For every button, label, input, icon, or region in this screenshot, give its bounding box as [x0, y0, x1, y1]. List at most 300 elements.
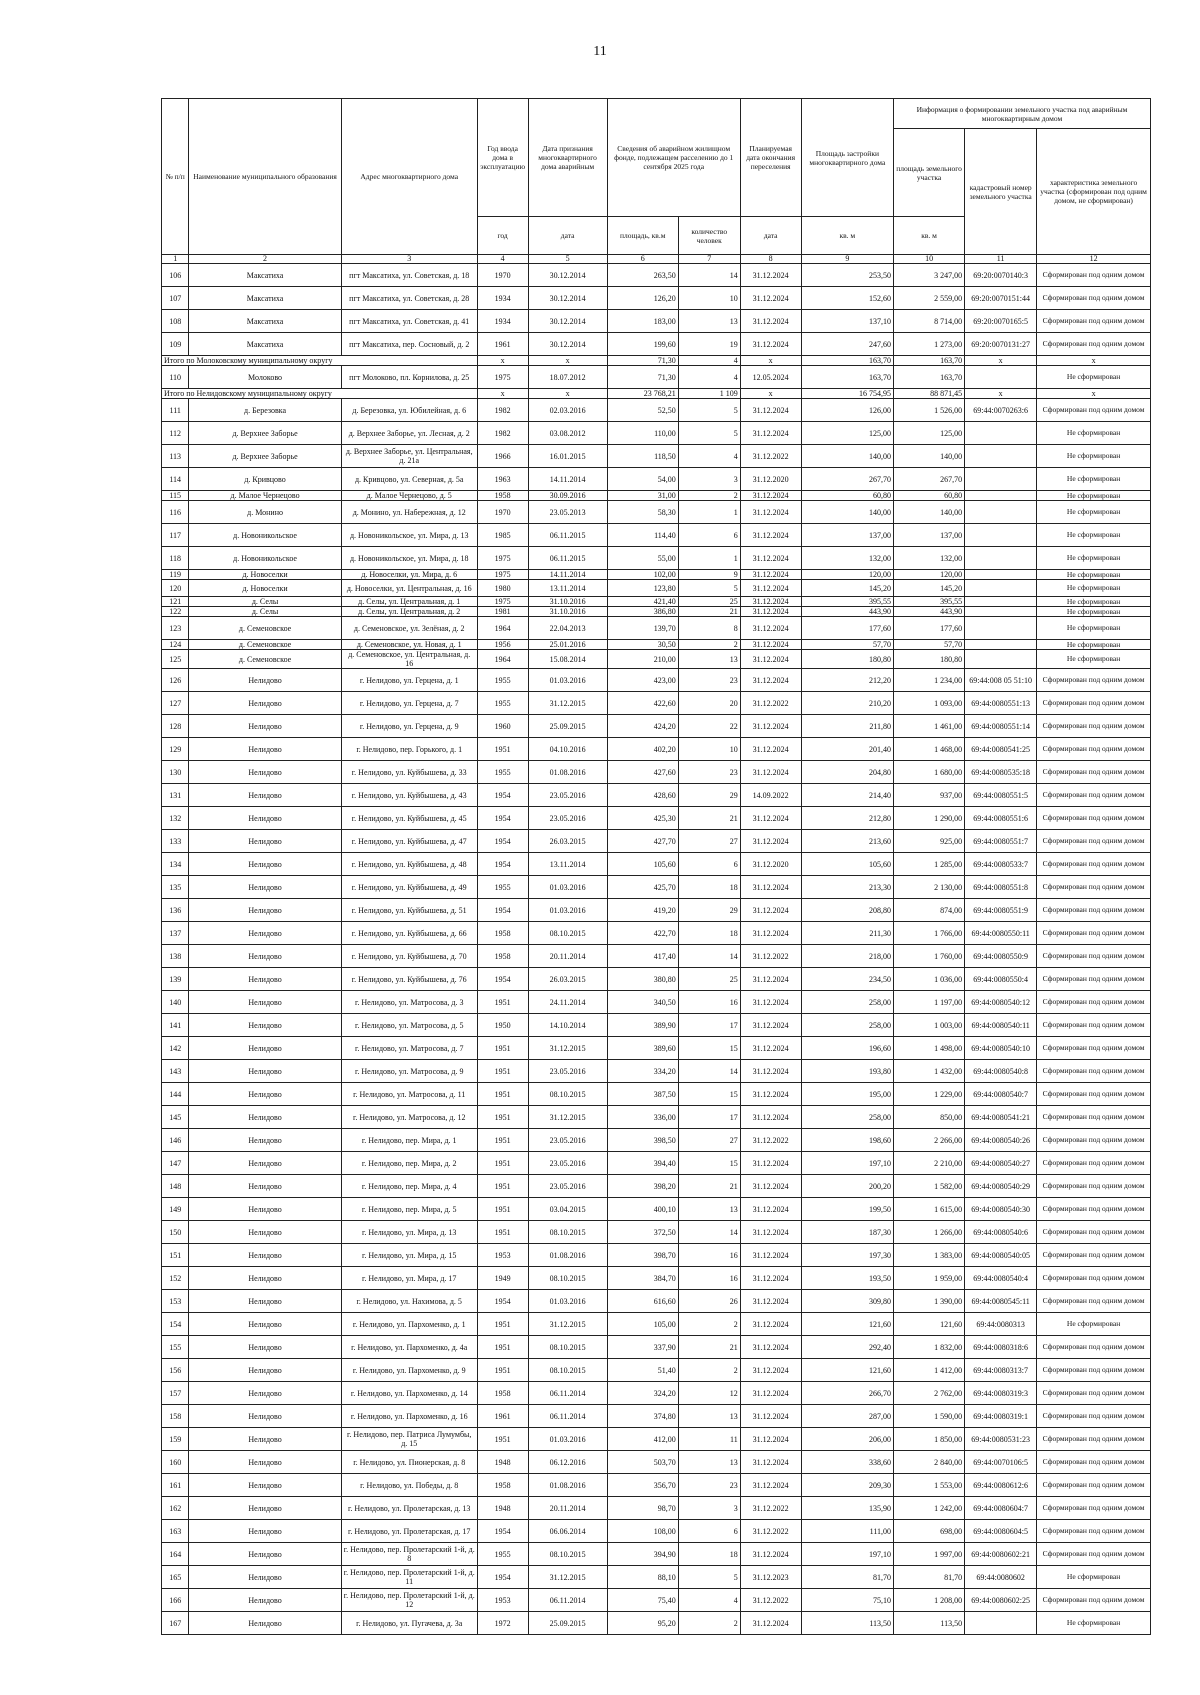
land-characteristic: Сформирован под одним домом: [1037, 1520, 1151, 1543]
recognition-date: 14.11.2014: [528, 570, 607, 580]
column-number: 6: [607, 255, 678, 264]
cadastral-number: 69:44:0080541:21: [965, 1106, 1037, 1129]
resident-count: 21: [678, 1336, 740, 1359]
emergency-area: 75,40: [607, 1589, 678, 1612]
planned-resettlement-date: 31.12.2024: [740, 1267, 801, 1290]
land-area: 2 210,00: [894, 1152, 965, 1175]
emergency-area: 400,10: [607, 1198, 678, 1221]
planned-resettlement-date: 31.12.2024: [740, 1198, 801, 1221]
house-address: г. Нелидово, ул. Пархоменко, д. 9: [341, 1359, 477, 1382]
built-area: 105,60: [801, 853, 893, 876]
commission-year: 1954: [477, 1290, 528, 1313]
house-address: г. Нелидово, ул. Герцена, д. 9: [341, 715, 477, 738]
built-area: 111,00: [801, 1520, 893, 1543]
land-area: 180,80: [894, 650, 965, 669]
cadastral-number: 69:44:0080551:6: [965, 807, 1037, 830]
municipality-name: Нелидово: [189, 1612, 341, 1635]
municipality-name: Нелидово: [189, 945, 341, 968]
planned-resettlement-date: 31.12.2022: [740, 445, 801, 468]
emergency-area: 263,50: [607, 264, 678, 287]
subtotal-cell: 71,30: [607, 356, 678, 366]
resident-count: 17: [678, 1106, 740, 1129]
row-number: 134: [162, 853, 189, 876]
recognition-date: 08.10.2015: [528, 922, 607, 945]
row-number: 161: [162, 1474, 189, 1497]
house-address: д. Семеновское, ул. Зелёная, д. 2: [341, 617, 477, 640]
commission-year: 1972: [477, 1612, 528, 1635]
table-row: [162, 580, 1151, 597]
row-number: 138: [162, 945, 189, 968]
municipality-name: Нелидово: [189, 1198, 341, 1221]
row-number: 145: [162, 1106, 189, 1129]
house-address: пгт Молоково, пл. Корнилова, д. 25: [341, 366, 477, 389]
emergency-area: 71,30: [607, 366, 678, 389]
table-row: [162, 853, 1151, 876]
house-address: г. Нелидово, пер. Пролетарский 1-й, д. 8: [341, 1543, 477, 1566]
emergency-area: 98,70: [607, 1497, 678, 1520]
cadastral-number: 69:44:0080540:05: [965, 1244, 1037, 1267]
house-address: г. Нелидово, ул. Мира, д. 13: [341, 1221, 477, 1244]
cadastral-number: 69:44:0080319:3: [965, 1382, 1037, 1405]
emergency-area: 394,90: [607, 1543, 678, 1566]
recognition-date: 23.05.2016: [528, 784, 607, 807]
commission-year: 1960: [477, 715, 528, 738]
table-row: [162, 570, 1151, 580]
land-characteristic: Не сформирован: [1037, 468, 1151, 491]
built-area: 234,50: [801, 968, 893, 991]
cadastral-number: [965, 524, 1037, 547]
table-row: [162, 1267, 1151, 1290]
commission-year: 1981: [477, 607, 528, 617]
emergency-area: 105,00: [607, 1313, 678, 1336]
table-row: [162, 922, 1151, 945]
land-area: 1 432,00: [894, 1060, 965, 1083]
built-area: 211,30: [801, 922, 893, 945]
built-area: 201,40: [801, 738, 893, 761]
house-address: г. Нелидово, пер. Мира, д. 1: [341, 1129, 477, 1152]
commission-year: 1955: [477, 692, 528, 715]
planned-resettlement-date: 31.12.2024: [740, 761, 801, 784]
planned-resettlement-date: 31.12.2020: [740, 853, 801, 876]
recognition-date: 31.12.2015: [528, 1106, 607, 1129]
table-row: [162, 310, 1151, 333]
house-address: д. Семеновское, ул. Центральная, д. 16: [341, 650, 477, 669]
page-number: 11: [593, 44, 607, 59]
built-area: 206,00: [801, 1428, 893, 1451]
planned-resettlement-date: 31.12.2024: [740, 1060, 801, 1083]
subtotal-cell: x: [477, 356, 528, 366]
house-address: г. Нелидово, ул. Победы, д. 8: [341, 1474, 477, 1497]
emergency-area: 210,00: [607, 650, 678, 669]
commission-year: 1954: [477, 807, 528, 830]
commission-year: 1982: [477, 399, 528, 422]
municipality-name: Нелидово: [189, 1474, 341, 1497]
table-row: [162, 1083, 1151, 1106]
resident-count: 14: [678, 264, 740, 287]
emergency-area: 199,60: [607, 333, 678, 356]
recognition-date: 30.12.2014: [528, 264, 607, 287]
land-area: 267,70: [894, 468, 965, 491]
subtotal-cell: 88 871,45: [894, 389, 965, 399]
emergency-area: 105,60: [607, 853, 678, 876]
municipality-name: д. Верхнее Заборье: [189, 422, 341, 445]
table-row: [162, 617, 1151, 640]
recognition-date: 18.07.2012: [528, 366, 607, 389]
column-number: 11: [965, 255, 1037, 264]
planned-resettlement-date: 31.12.2022: [740, 1497, 801, 1520]
built-area: 140,00: [801, 445, 893, 468]
resident-count: 6: [678, 853, 740, 876]
land-area: 1 390,00: [894, 1290, 965, 1313]
built-area: 395,55: [801, 597, 893, 607]
land-area: 1 461,00: [894, 715, 965, 738]
recognition-date: 06.11.2015: [528, 547, 607, 570]
house-address: г. Нелидово, пер. Мира, д. 5: [341, 1198, 477, 1221]
row-number: 123: [162, 617, 189, 640]
subtotal-cell: 163,70: [894, 356, 965, 366]
recognition-date: 31.12.2015: [528, 1566, 607, 1589]
land-area: 1 229,00: [894, 1083, 965, 1106]
built-area: 214,40: [801, 784, 893, 807]
cadastral-number: [965, 607, 1037, 617]
row-number: 108: [162, 310, 189, 333]
table-row: [162, 607, 1151, 617]
header-planned-date: Планируемая дата окончания переселения: [740, 99, 801, 217]
commission-year: 1954: [477, 1520, 528, 1543]
planned-resettlement-date: 31.12.2022: [740, 692, 801, 715]
built-area: 196,60: [801, 1037, 893, 1060]
house-address: г. Нелидово, ул. Герцена, д. 7: [341, 692, 477, 715]
table-row: [162, 1198, 1151, 1221]
land-characteristic: Не сформирован: [1037, 1566, 1151, 1589]
header-cadastral: кадастровый номер земельного участка: [965, 129, 1037, 255]
built-area: 121,60: [801, 1359, 893, 1382]
column-number: 8: [740, 255, 801, 264]
emergency-area: 425,70: [607, 876, 678, 899]
built-area: 197,10: [801, 1152, 893, 1175]
table-row: [162, 1589, 1151, 1612]
row-number: 164: [162, 1543, 189, 1566]
municipality-name: Нелидово: [189, 1152, 341, 1175]
land-characteristic: Не сформирован: [1037, 1313, 1151, 1336]
row-number: 163: [162, 1520, 189, 1543]
land-area: 145,20: [894, 580, 965, 597]
table-row: [162, 692, 1151, 715]
cadastral-number: [965, 617, 1037, 640]
municipality-name: Нелидово: [189, 1014, 341, 1037]
cadastral-number: [965, 491, 1037, 501]
recognition-date: 03.04.2015: [528, 1198, 607, 1221]
cadastral-number: 69:44:0080550:9: [965, 945, 1037, 968]
planned-resettlement-date: 31.12.2024: [740, 1543, 801, 1566]
built-area: 193,50: [801, 1267, 893, 1290]
table-row: [162, 1014, 1151, 1037]
commission-year: 1955: [477, 761, 528, 784]
subtotal-cell: x: [740, 389, 801, 399]
table-row: [162, 366, 1151, 389]
house-address: г. Нелидово, ул. Нахимова, д. 5: [341, 1290, 477, 1313]
emergency-area: 88,10: [607, 1566, 678, 1589]
cadastral-number: 69:44:0080540:7: [965, 1083, 1037, 1106]
resident-count: 23: [678, 669, 740, 692]
built-area: 163,70: [801, 366, 893, 389]
land-characteristic: Сформирован под одним домом: [1037, 1106, 1151, 1129]
table-row: [162, 1428, 1151, 1451]
recognition-date: 25.09.2015: [528, 715, 607, 738]
house-address: пгт Максатиха, пер. Сосновый, д. 2: [341, 333, 477, 356]
land-characteristic: Сформирован под одним домом: [1037, 1405, 1151, 1428]
built-area: 135,90: [801, 1497, 893, 1520]
subtotal-cell: 1 109: [678, 389, 740, 399]
table-row: [162, 333, 1151, 356]
planned-resettlement-date: 31.12.2022: [740, 945, 801, 968]
table-row: [162, 807, 1151, 830]
planned-resettlement-date: 31.12.2024: [740, 333, 801, 356]
land-characteristic: Сформирован под одним домом: [1037, 1014, 1151, 1037]
land-characteristic: Сформирован под одним домом: [1037, 692, 1151, 715]
house-address: г. Нелидово, пер. Мира, д. 4: [341, 1175, 477, 1198]
commission-year: 1958: [477, 1382, 528, 1405]
municipality-name: д. Семеновское: [189, 617, 341, 640]
commission-year: 1970: [477, 264, 528, 287]
resident-count: 20: [678, 692, 740, 715]
table-row: [162, 991, 1151, 1014]
planned-resettlement-date: 31.12.2024: [740, 580, 801, 597]
table-row: [162, 445, 1151, 468]
cadastral-number: [965, 580, 1037, 597]
municipality-name: Максатиха: [189, 264, 341, 287]
recognition-date: 31.12.2015: [528, 692, 607, 715]
row-number: 133: [162, 830, 189, 853]
land-characteristic: Не сформирован: [1037, 607, 1151, 617]
table-row: [162, 1405, 1151, 1428]
header-recognition-date: Дата признания многоквартирного дома аварийным: [528, 99, 607, 217]
land-characteristic: Сформирован под одним домом: [1037, 669, 1151, 692]
planned-resettlement-date: 31.12.2024: [740, 547, 801, 570]
built-area: 267,70: [801, 468, 893, 491]
land-characteristic: Сформирован под одним домом: [1037, 853, 1151, 876]
recognition-date: 15.08.2014: [528, 650, 607, 669]
planned-resettlement-date: 31.12.2024: [740, 1474, 801, 1497]
land-characteristic: Сформирован под одним домом: [1037, 310, 1151, 333]
resident-count: 3: [678, 1497, 740, 1520]
commission-year: 1951: [477, 1152, 528, 1175]
resident-count: 2: [678, 491, 740, 501]
land-area: 1 266,00: [894, 1221, 965, 1244]
built-area: 200,20: [801, 1175, 893, 1198]
resident-count: 12: [678, 1382, 740, 1405]
row-number: 128: [162, 715, 189, 738]
emergency-area: 126,20: [607, 287, 678, 310]
land-area: 2 559,00: [894, 287, 965, 310]
emergency-area: 356,70: [607, 1474, 678, 1497]
row-number: 167: [162, 1612, 189, 1635]
built-area: 213,60: [801, 830, 893, 853]
land-characteristic: Сформирован под одним домом: [1037, 1060, 1151, 1083]
resident-count: 8: [678, 617, 740, 640]
house-address: г. Нелидово, ул. Куйбышева, д. 43: [341, 784, 477, 807]
house-address: г. Нелидово, ул. Пролетарская, д. 13: [341, 1497, 477, 1520]
land-characteristic: Не сформирован: [1037, 650, 1151, 669]
commission-year: 1956: [477, 640, 528, 650]
house-address: д. Селы, ул. Центральная, д. 2: [341, 607, 477, 617]
house-address: г. Нелидово, ул. Пархоменко, д. 4а: [341, 1336, 477, 1359]
commission-year: 1951: [477, 1221, 528, 1244]
row-number: 149: [162, 1198, 189, 1221]
recognition-date: 23.05.2016: [528, 1175, 607, 1198]
commission-year: 1934: [477, 310, 528, 333]
recognition-date: 31.10.2016: [528, 607, 607, 617]
emergency-area: 324,20: [607, 1382, 678, 1405]
commission-year: 1964: [477, 617, 528, 640]
table-row: [162, 399, 1151, 422]
row-number: 129: [162, 738, 189, 761]
row-number: 136: [162, 899, 189, 922]
row-number: 159: [162, 1428, 189, 1451]
row-number: 112: [162, 422, 189, 445]
recognition-date: 26.03.2015: [528, 830, 607, 853]
row-number: 121: [162, 597, 189, 607]
municipality-name: Нелидово: [189, 1083, 341, 1106]
house-address: д. Новоселки, ул. Мира, д. 6: [341, 570, 477, 580]
municipality-name: Максатиха: [189, 333, 341, 356]
cadastral-number: 69:44:0080540:12: [965, 991, 1037, 1014]
recognition-date: 30.12.2014: [528, 333, 607, 356]
land-characteristic: Не сформирован: [1037, 501, 1151, 524]
municipality-name: Нелидово: [189, 899, 341, 922]
table-row: [162, 1313, 1151, 1336]
planned-resettlement-date: 31.12.2024: [740, 807, 801, 830]
resident-count: 13: [678, 1198, 740, 1221]
commission-year: 1954: [477, 784, 528, 807]
resident-count: 2: [678, 1612, 740, 1635]
recognition-date: 26.03.2015: [528, 968, 607, 991]
planned-resettlement-date: 31.12.2024: [740, 1382, 801, 1405]
recognition-date: 01.03.2016: [528, 899, 607, 922]
land-characteristic: Не сформирован: [1037, 547, 1151, 570]
planned-resettlement-date: 31.12.2024: [740, 968, 801, 991]
commission-year: 1954: [477, 899, 528, 922]
resident-count: 9: [678, 570, 740, 580]
table-row: [162, 1382, 1151, 1405]
table-row: [162, 650, 1151, 669]
cadastral-number: [965, 468, 1037, 491]
subtotal-cell: 16 754,95: [801, 389, 893, 399]
resident-count: 14: [678, 945, 740, 968]
house-address: д. Березовка, ул. Юбилейная, д. 6: [341, 399, 477, 422]
row-number: 144: [162, 1083, 189, 1106]
municipality-name: Нелидово: [189, 1290, 341, 1313]
row-number: 113: [162, 445, 189, 468]
land-characteristic: Сформирован под одним домом: [1037, 1175, 1151, 1198]
cadastral-number: 69:44:0080612:6: [965, 1474, 1037, 1497]
header-no: № п/п: [162, 99, 189, 255]
cadastral-number: 69:20:0070131:27: [965, 333, 1037, 356]
resident-count: 21: [678, 807, 740, 830]
house-address: г. Нелидово, ул. Пархоменко, д. 16: [341, 1405, 477, 1428]
municipality-name: Нелидово: [189, 1313, 341, 1336]
recognition-date: 14.11.2014: [528, 468, 607, 491]
emergency-area: 503,70: [607, 1451, 678, 1474]
municipality-name: д. Березовка: [189, 399, 341, 422]
table-row: [162, 422, 1151, 445]
resident-count: 21: [678, 1175, 740, 1198]
house-address: д. Семеновское, ул. Новая, д. 1: [341, 640, 477, 650]
recognition-date: 06.11.2014: [528, 1589, 607, 1612]
built-area: 218,00: [801, 945, 893, 968]
emergency-area: 384,70: [607, 1267, 678, 1290]
cadastral-number: 69:44:0080540:11: [965, 1014, 1037, 1037]
planned-resettlement-date: 31.12.2024: [740, 607, 801, 617]
commission-year: 1982: [477, 422, 528, 445]
cadastral-number: 69:44:0080313:7: [965, 1359, 1037, 1382]
subtotal-cell: x: [965, 389, 1037, 399]
commission-year: 1951: [477, 1037, 528, 1060]
resident-count: 1: [678, 547, 740, 570]
resident-count: 6: [678, 524, 740, 547]
municipality-name: Нелидово: [189, 1405, 341, 1428]
row-number: 150: [162, 1221, 189, 1244]
built-area: 120,00: [801, 570, 893, 580]
emergency-area: 427,60: [607, 761, 678, 784]
municipality-name: д. Семеновское: [189, 640, 341, 650]
recognition-date: 08.10.2015: [528, 1359, 607, 1382]
municipality-name: д. Семеновское: [189, 650, 341, 669]
emergency-area: 58,30: [607, 501, 678, 524]
emergency-area: 102,00: [607, 570, 678, 580]
cadastral-number: [965, 570, 1037, 580]
table-row: [162, 1152, 1151, 1175]
municipality-name: Нелидово: [189, 853, 341, 876]
municipality-name: д. Новоникольское: [189, 547, 341, 570]
planned-resettlement-date: 31.12.2024: [740, 1336, 801, 1359]
land-characteristic: Сформирован под одним домом: [1037, 761, 1151, 784]
land-area: 81,70: [894, 1566, 965, 1589]
resident-count: 6: [678, 1520, 740, 1543]
commission-year: 1954: [477, 853, 528, 876]
land-characteristic: Сформирован под одним домом: [1037, 1267, 1151, 1290]
municipality-name: д. Верхнее Заборье: [189, 445, 341, 468]
built-area: 309,80: [801, 1290, 893, 1313]
municipality-name: д. Селы: [189, 607, 341, 617]
table-row: [162, 715, 1151, 738]
table-row: [162, 830, 1151, 853]
built-area: 126,00: [801, 399, 893, 422]
house-address: д. Малое Чернецово, д. 5: [341, 491, 477, 501]
land-area: 1 003,00: [894, 1014, 965, 1037]
column-number: 3: [341, 255, 477, 264]
house-address: г. Нелидово, ул. Матросова, д. 3: [341, 991, 477, 1014]
land-characteristic: Сформирован под одним домом: [1037, 1037, 1151, 1060]
emergency-area: 95,20: [607, 1612, 678, 1635]
table-row: [162, 1244, 1151, 1267]
recognition-date: 13.11.2014: [528, 580, 607, 597]
land-area: 937,00: [894, 784, 965, 807]
row-number: 157: [162, 1382, 189, 1405]
row-number: 155: [162, 1336, 189, 1359]
recognition-date: 30.09.2016: [528, 491, 607, 501]
row-number: 137: [162, 922, 189, 945]
cadastral-number: 69:44:0080551:7: [965, 830, 1037, 853]
recognition-date: 04.10.2016: [528, 738, 607, 761]
emergency-area: 30,50: [607, 640, 678, 650]
municipality-name: Молоково: [189, 366, 341, 389]
land-characteristic: Не сформирован: [1037, 617, 1151, 640]
land-area: 1 383,00: [894, 1244, 965, 1267]
land-characteristic: Сформирован под одним домом: [1037, 264, 1151, 287]
resident-count: 5: [678, 580, 740, 597]
resident-count: 13: [678, 1451, 740, 1474]
